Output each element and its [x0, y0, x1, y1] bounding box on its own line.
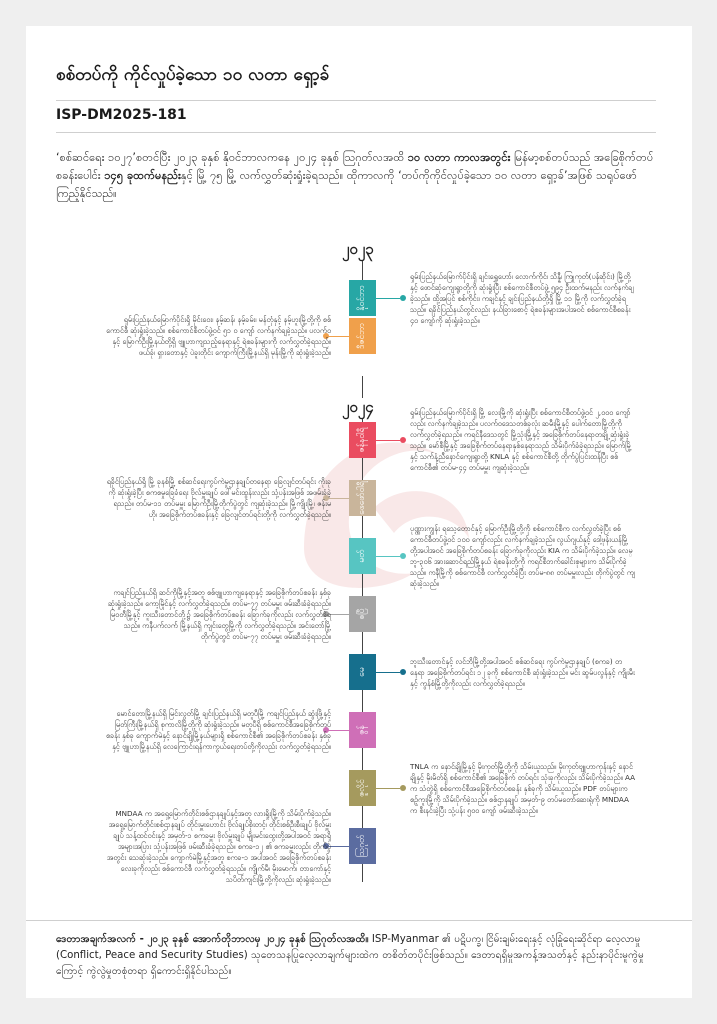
- intro-highlight: ၁၄၅ ခုထက်မနည်း: [104, 169, 181, 182]
- event-dot: [400, 295, 406, 301]
- month-label: ဇူလိုင်: [356, 779, 367, 797]
- event-connector: [376, 440, 400, 441]
- event-text: ဘူးသီးတောင်နှင့် လင်ဘိမြို့တို့အပါအဝင် စစ်ဆင်ရေး ကွပ်ကဲမှုဌာနချုပ် (စကခ) တနေရာ အခြေစိုက်တပ်ရင်း ၁၂ ခုကို စစ်ကောင်စီ ဆုံးရှုံးခဲ့သည်။ မင်း ဆွမ်ပလွန်နှင့် ကျိုးမီးနှင့် ကွန်စံမြို့တို့ကိုလည်း လက်လွှတ်ခဲ့ရသည်။: [410, 656, 635, 688]
- month-block: [349, 596, 376, 632]
- intro-paragraph: [56, 149, 656, 203]
- event-text: ပုဏ္ဏားကျွန်း ရသေ့တောင်နှင့် မြောက်ဦးမြို့တို့ကို စစ်ကောင်စီက လက်လွှတ်ခဲ့ပြီး စစ်ကောင်စီတပ်ဖွဲ့ဝင် ၁၀၀ ကျော်လည်း လက်နက်ချခဲ့သည်။ လွယ်ဂျယ်နှင့် ဒေါ့ဖုန်းယန်မြို့တို့အပါအဝင် အခြေစိုက်တပ်စခန်း ခြောက်ခုကိုလည်း KIA က သိမ်းပိုက်ခဲ့သည်။ လေမ္ဘူ-၃၀၆ အားဆောင်ရည်မြို့နယ် ရဲစခန်းတို့ကို ကရင်စီဘက်ခေါင်းစုများက သိမ်းပိုက်ခဲ့သည်။ ကနီမြို့ကို စစ်ကောင်စီ လက်လွှတ်ခဲ့ပြီး တပ်မ-၈၈ တပ်မမှူးလည်း တိုက်ပွဲတွင် ကျဆုံးခဲ့သည်။: [410, 524, 635, 588]
- year-label: ၂၀၂၄: [342, 398, 374, 416]
- event-text: ရှမ်းပြည်နယ်မြောက်ပိုင်းရှိ မိုင်းဝေး၊ နမ့်ဆန်၊ နမ့်ခမ်း၊ မန်တုံနှင့် နမ့်ဟူးမြို့တို့ကို စစ်ကောင်စီ ဆုံးရှုံးခဲ့သည်။ စစ်ကောင်စီတပ်ဖွဲ့ဝင် ၅၁ ဝ ကျော် လက်နက်ချခဲ့သည်။ ပလက်ဝနှင့် မြောက်ဦးမြို့နယ်တို့ရှိ ဗျူဟာကျသည့်နေရာနှင့် ရဲစခန်းများကို လက်လွှတ်ခဲ့ရသည်။ ဖယ်ခုံ၊ ရှားတောနှင့် ပဲခူးတိုင်း ကျောက်ကြီးမြို့နယ်ရှိ မုန်းမြို့ကို ဆုံးရှုံးခဲ့သည်။: [106, 315, 331, 357]
- event-connector: [376, 556, 400, 557]
- footer-text: ISP-Myanmar ၏ ပဋိပက္ခ၊ ငြိမ်းချမ်းရေးနှင့် လုံခြုံရေးဆိုင်ရာ လေ့လာမှု (Conflict, Peace and Security Studies) သုတေသနပြုလေ့လာချက်များထဲက တစိတ်တပိုင်းဖြစ်သည်။ ဒေတာရရှိမှုအကန့်အသတ်နှင့် နည်းနာပိုင်းမူကွဲမှုကြောင့် ကွဲလွဲမှုတစုံတရာ ရှိကောင်းရှိနိုင်ပါသည်။: [56, 934, 644, 977]
- infographic-page: [26, 26, 692, 998]
- event-text: MNDAA က အရှေ့မြောက်တိုင်းစစ်ဌာနချုပ်နှင့်အတူ လားရှိုးမြို့ကို သိမ်းပိုက်ခဲ့သည်။ အရှေ့မြောက်တိုင်းစစ်ဌာနချုပ် တိုင်းမှူးဟောင်း ဗိုလ်ချုပ်စိုးတင့်၊ တိုင်းစစ်ဦးစီးချုပ် ဗိုလ်မှူးချုပ် သန့်ထင်ဝင်းနှင့် အမှတ်-၁ စကခမှူး ဗိုလ်မှူးချုပ် မျိုးမင်းထွေးတို့အပါအဝင် အရာရှိအများအပြား သုံ့ပန်းအဖြစ် ဖမ်းဆီးခံခဲ့ရသည်။ စကခ-၁၂ ၏ စကခမှူးလည်း တိုက်ပွဲအတွင်း သေဆုံးခဲ့သည်။ ကျောက်မဲမြို့နှင့်အတူ စကခ-၁ အပါအဝင် အခြေစိုက်တပ်စခန်း လေးခုကိုလည်း စစ်ကောင်စီ လက်လွှတ်ခဲ့ရသည်။ ကျိုက်မီ၊ မိုးမောက်၊ တာကော်နှင့် သပိတ်ကျင်းမြို့တို့ကိုလည်း ဆုံးရှုံးခဲ့သည်။: [106, 808, 331, 884]
- event-text: ကချင်ပြည်နယ်ရှိ ဆင်ကိုမြို့နှင့်အတူ စစ်ဗျူဟာကျနေရာနှင့် အခြေစိုက်တပ်စခန်း နှစ်ခု ဆုံးရှုံးခဲ့သည်။ ကော့မြိုင်နှင့် လက်လွှတ်ခဲ့ရသည်။ တပ်မ-၇၇ တပ်မမှူး ဖမ်းဆီးခံခဲ့ရသည်။ မြဝတီမြို့နှင့် ကူးသီးတောင်တို့၌ အခြေစိုက်တပ်စခန်း ခြောက်ခုကိုလည်း လက်လွှတ်ခဲ့ရသည်။ ကနီပက်လက် မြို့နယ်ရှိ ကျင်းတွေမြို့ကို လက်လွှတ်ခဲ့ရသည်။ အင်းတော်မြို့တိုက်ပွဲတွင် တပ်မ-၇၇ တပ်မမှူး ဖမ်းဆီးခံခဲ့ရသည်။: [107, 587, 331, 641]
- event-dot: [400, 785, 406, 791]
- timeline-axis: [362, 376, 363, 398]
- intro-text: နှင့် မြို့ ၇၅ မြို့ လက်လွှတ်ဆုံးရှုံးခဲ့ရသည်။ ထိုကာလကို ‘တပ်ကိုကိုင်လှုပ်ခဲ့သော ၁၀ လတာ ရှော့ခ်’အဖြစ် သရုပ်ဖော်ကြည့်နိုင်သည်။: [56, 169, 637, 200]
- month-block: [349, 318, 376, 354]
- month-label: ဒီဇင်ဘာ: [356, 323, 367, 349]
- month-block: [349, 712, 376, 748]
- timeline-axis: [362, 261, 363, 280]
- month-block: [349, 480, 376, 516]
- month-label: ဩဂုတ်: [356, 834, 367, 858]
- month-label: ဖေဖော်ဝါရီ: [356, 481, 367, 515]
- month-label: မေ: [356, 667, 367, 677]
- year-label: ၂၀၂၃: [342, 240, 374, 258]
- event-text: ရခိုင်ပြည်နယ်ရှိ မြို့ ခုနစ်မြို့ စစ်ဆင်ရေးကွပ်ကဲမှုဌာနချုပ်တနေရာ ခြေလျင်တပ်ရင်း ကိုးခုကို ဆုံးရှုံးခဲ့ပြီး စကစမှုခြေခံရေး ဗိုလ်မှူးချုပ် ဖေါ်မင်းထွန်းလည်း သုံ့ပန်းအဖြစ် အဖမ်းခံခဲ့ရသည်။ တပ်မ-၁၁ တပ်မမှူး မြောက်ဦးမြို့တိုက်ပွဲတွင် ကျဆုံးခဲ့သည်။ မြို့ကျိုးမြို့၊ ဇန်းမဟို၊ အခြေစိုက်တပ်စခန်းနှင့် ခြေလျင်တပ်ရင်းတို့ကို လက်လွှတ်ခဲ့ရသည်။: [106, 477, 331, 519]
- event-connector: [376, 672, 400, 673]
- event-text: မောင်တောမြို့နယ်ရှိ မြင်းလွတ်မြို့ ချင်းပြည်နယ်ရှိ မတူပီမြို့ ကချင်ပြည်နယ် ဆွံးဖြို့နှင့် မြတ်ကြီးမြို့နယ်ရှိ စုကာလိမြို့တို့ကို ဆုံးရှုံးခဲ့သည်။ မတူပီရှိ စစ်ကောင်စီအခြေစိုက်တပ်စခန်း နှစ်ခု ကျောက်မဲနှင့် နောင်ချိုမြို့နယ်များရှိ စစ်ကောင်စီ၏ အခြေစိုက်တပ်စခန်း နှစ်ခုနှင့် ဗျူဟာမြို့နယ်ရှိ လေကြောင်းရန်ကာကွယ်ရေးတပ်တို့ကိုလည်း လက်လွှတ်ခဲ့ရသည်။: [106, 709, 331, 751]
- event-dot: [400, 553, 406, 559]
- month-label: ဇန်နဝါရီ: [356, 427, 367, 453]
- footer-source-label: ဒေတာအချက်အလက် - ၂၀၂၃ ခုနှစ် အောက်တိုဘာလမှ ၂၀၂၄ ခုနှစ် ဩဂုတ်လအထိ။: [56, 934, 369, 945]
- event-dot: [400, 669, 406, 675]
- month-block: [349, 770, 376, 806]
- divider: [26, 920, 692, 921]
- month-block: [349, 422, 376, 458]
- intro-highlight: ၁၀ လတာ ကာလအတွင်း: [407, 151, 511, 164]
- document-id: ISP-DM2025-181: [56, 107, 187, 123]
- month-block: [349, 828, 376, 864]
- event-text: TNLA က နောင်ချိုမြို့နှင့် မိုးကုတ်မြို့တို့ကို သိမ်းယူသည်။ မိုးကုတ်ဗျူဟာကုန်းနှင့် နောင်ချိုနှင့် မိုးမိတ်ရှိ စစ်ကောင်စီ၏ အခြေစိုက် တပ်ရင်း သုံးခုကိုလည်း သိမ်းပိုက်ခဲ့သည်။ AA က သံတွဲရှိ စစ်ကောင်စီအခြေစိုက်တပ်စခန်း နှစ်ခုကို သိမ်းယူသည်။ PDF တပ်များက စဉ့်ကူးမြို့ကို သိမ်းပိုက်ခဲ့သည်။ စစ်ဌာနချုပ် အမှတ်-၉ တပ်မတော်ဆေးရုံကို MNDAA က စီးနင်းခဲ့ပြီး သုံ့ပန်း ၅၀၀ ကျော် ဖမ်းဆီးခဲ့သည်။: [410, 761, 636, 815]
- event-text: ရှမ်းပြည်နယ်မြောက်ပိုင်းရှိ ချင်းရွှေဟော်၊ လောက်ကိုင်၊ သိန္နီ၊ ကြူကုတ်(ပန်ဆိုင်း) မြို့တို့နှင့် ဖောင်ဆုံကျေးရွာတို့ကို ဆုံးရှုံးပြီး စစ်ကောင်စီတပ်ဖွဲ့ ၅၉၄ ဦးထက်မနည်း လက်နက်ချခဲ့သည်။ ထို့အပြင် စစ်ကိုင်း၊ ကချင်နှင့် ချင်းပြည်နယ်တို့ရှိ မြို့ ၁၁ မြို့ကို လက်လွှတ်ခဲ့ရသည်။ ရခိုင်ပြည်နယ်တွင်လည်း နယ်ခြားစောင့် ရဲစခန်းများအပါအဝင် စစ်ကောင်စီစခန်း ၄၀ ကျော်ကို ဆုံးရှုံးခဲ့သည်။: [410, 271, 634, 325]
- footer-note: [56, 932, 662, 980]
- month-label: မတ်: [356, 549, 367, 563]
- page-title: စစ်တပ်ကို ကိုင်လှုပ်ခဲ့သော ၁၀ လတာ ရှော့ခ်: [56, 65, 330, 85]
- month-block: [349, 280, 376, 316]
- event-text: ရှမ်းပြည်နယ်မြောက်ပိုင်းရှိ မြို့ လေးမြို့ကို ဆုံးရှုံးပြီး စစ်ကောင်စီတပ်ဖွဲ့ဝင် ၂,၀၀၀ ကျော်လည်း လက်နက်ချခဲ့သည်။ ပလက်ဝဒေသတစ်ခုလုံး ဆမီးမြို့နှင့် ပေါက်တောမြို့တို့ကို လက်လွှတ်ခဲ့ရသည်။ ကရင်နီဒေသတွင် မြို့သုံးမြို့နှင့် အခြေစိုက်တပ်နေရာတချို့ ဆုံးရှုံးခဲ့သည်။ မော်စီမြို့နှင့် အခြေစိုက်တပ်နေရာနှစ်နေရာသည် သိမ်းပိုက်ခံခဲ့ရသည်။ မြောက်မြို့နှင့် သက်နံ့ညီနောင်ကျေးရွာတို့ KNLA နှင့် စစ်ကောင်စီတို့ တိုက်ပွဲပြင်းထန်ပြီး စစ်ကောင်စီ၏ တပ်မ-၄၄ တပ်မမှူး ကျဆုံးခဲ့သည်။: [410, 408, 632, 472]
- event-connector: [376, 298, 400, 299]
- intro-text: မြန်မာ့စစ်တပ်သည် အခြေစိုက်တပ်စခန်းပေါင်း: [56, 151, 654, 182]
- divider: [56, 100, 656, 101]
- month-block: [349, 538, 376, 574]
- event-connector: [376, 788, 400, 789]
- divider: [56, 132, 656, 133]
- event-dot: [400, 437, 406, 443]
- month-label: ဇွန်: [356, 725, 367, 735]
- intro-text: ‘စစ်ဆင်ရေး ၁၀၂၇’စတင်ပြီး ၂၀၂၃ ခုနှစ် နိုဝင်ဘာလကနေ ၂၀၂၄ ခုနှစ် ဩဂုတ်လအထိ: [56, 151, 408, 164]
- month-label: နိုဝင်ဘာ: [356, 285, 367, 311]
- month-block: [349, 654, 376, 690]
- month-label: ဧပြီ: [356, 608, 367, 620]
